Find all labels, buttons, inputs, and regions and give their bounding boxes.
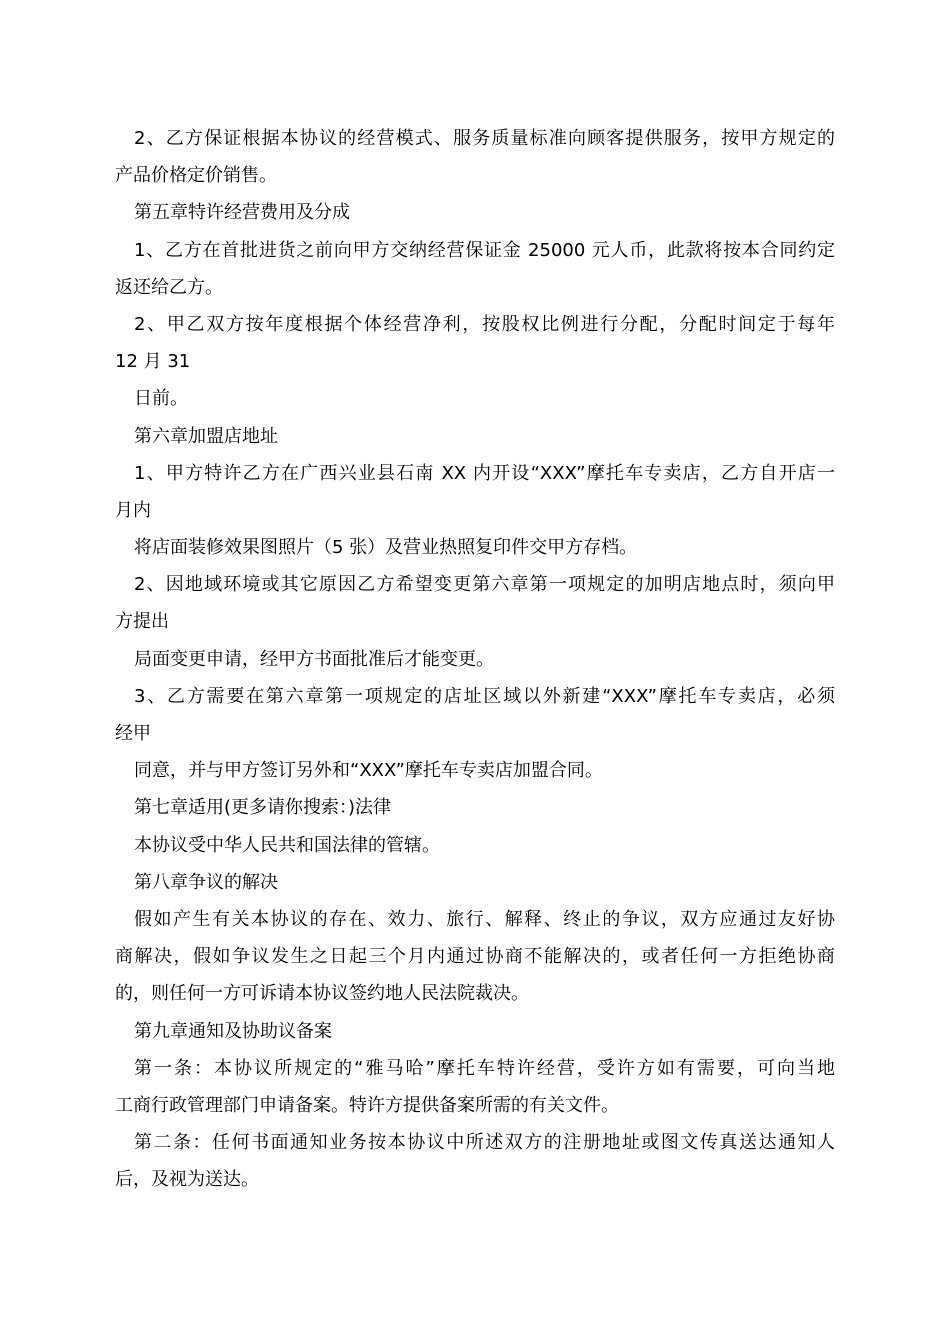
paragraph-line: 2、甲乙双方按年度根据个体经营净利，按股权比例进行分配，分配时间定于每年 [134, 313, 835, 335]
paragraph-line: 1、甲方特许乙方在广西兴业县石南 XX 内开设“XXX”摩托车专卖店，乙方自开店一 [134, 462, 835, 484]
paragraph-line: 商解决，假如争议发生之日起三个月内通过协商不能解决的，或者任何一方拒绝协商 [115, 946, 835, 968]
paragraph-line: 12 月 31 [115, 351, 191, 373]
paragraph-line: 产品价格定价销售。 [115, 165, 277, 187]
paragraph-line: 2、乙方保证根据本协议的经营模式、服务质量标准向顾客提供服务，按甲方规定的 [134, 128, 835, 149]
paragraph-line: 的，则任何一方可诉请本协议签约地人民法院裁决。 [115, 983, 529, 1005]
paragraph-line: 第一条：本协议所规定的“雅马哈”摩托车特许经营，受许方如有需要，可向当地 [134, 1057, 835, 1079]
section-heading: 第九章通知及协助议备案 [134, 1020, 332, 1042]
paragraph-line: 第二条：任何书面通知业务按本协议中所述双方的注册地址或图文传真送达通知人 [134, 1132, 835, 1154]
paragraph-line: 月内 [115, 499, 151, 521]
paragraph-line: 同意，并与甲方签订另外和“XXX”摩托车专卖店加盟合同。 [134, 760, 603, 782]
paragraph-line: 将店面装修效果图照片（5 张）及营业热照复印件交甲方存档。 [134, 537, 638, 559]
section-heading: 第五章特许经营费用及分成 [134, 202, 350, 224]
paragraph-line: 日前。 [134, 388, 188, 410]
paragraph-line: 2、因地域环境或其它原因乙方希望变更第六章第一项规定的加明店地点时，须向甲 [134, 574, 835, 596]
paragraph-line: 1、乙方在首批进货之前向甲方交纳经营保证金 25000 元人币，此款将按本合同约定 [134, 239, 835, 261]
section-heading: 第八章争议的解决 [134, 871, 278, 893]
section-heading: 第六章加盟店地址 [134, 425, 278, 447]
paragraph-line: 假如产生有关本协议的存在、效力、旅行、解释、终止的争议，双方应通过友好协 [134, 908, 835, 930]
document-body [115, 120, 835, 1198]
section-heading: 第七章适用(更多请你搜索：)法律 [134, 797, 392, 819]
paragraph-line: 局面变更申请，经甲方书面批准后才能变更。 [134, 648, 494, 670]
paragraph-line: 经甲 [115, 723, 151, 744]
paragraph-line: 本协议受中华人民共和国法律的管辖。 [134, 834, 440, 856]
paragraph-line: 返还给乙方。 [115, 276, 223, 298]
paragraph-line: 工商行政管理部门申请备案。特许方提供备案所需的有关文件。 [115, 1094, 619, 1116]
paragraph-line: 方提出 [115, 611, 169, 633]
paragraph-line: 3、乙方需要在第六章第一项规定的店址区域以外新建“XXX”摩托车专卖店，必须 [134, 685, 835, 707]
paragraph-line: 后，及视为送达。 [115, 1169, 259, 1191]
